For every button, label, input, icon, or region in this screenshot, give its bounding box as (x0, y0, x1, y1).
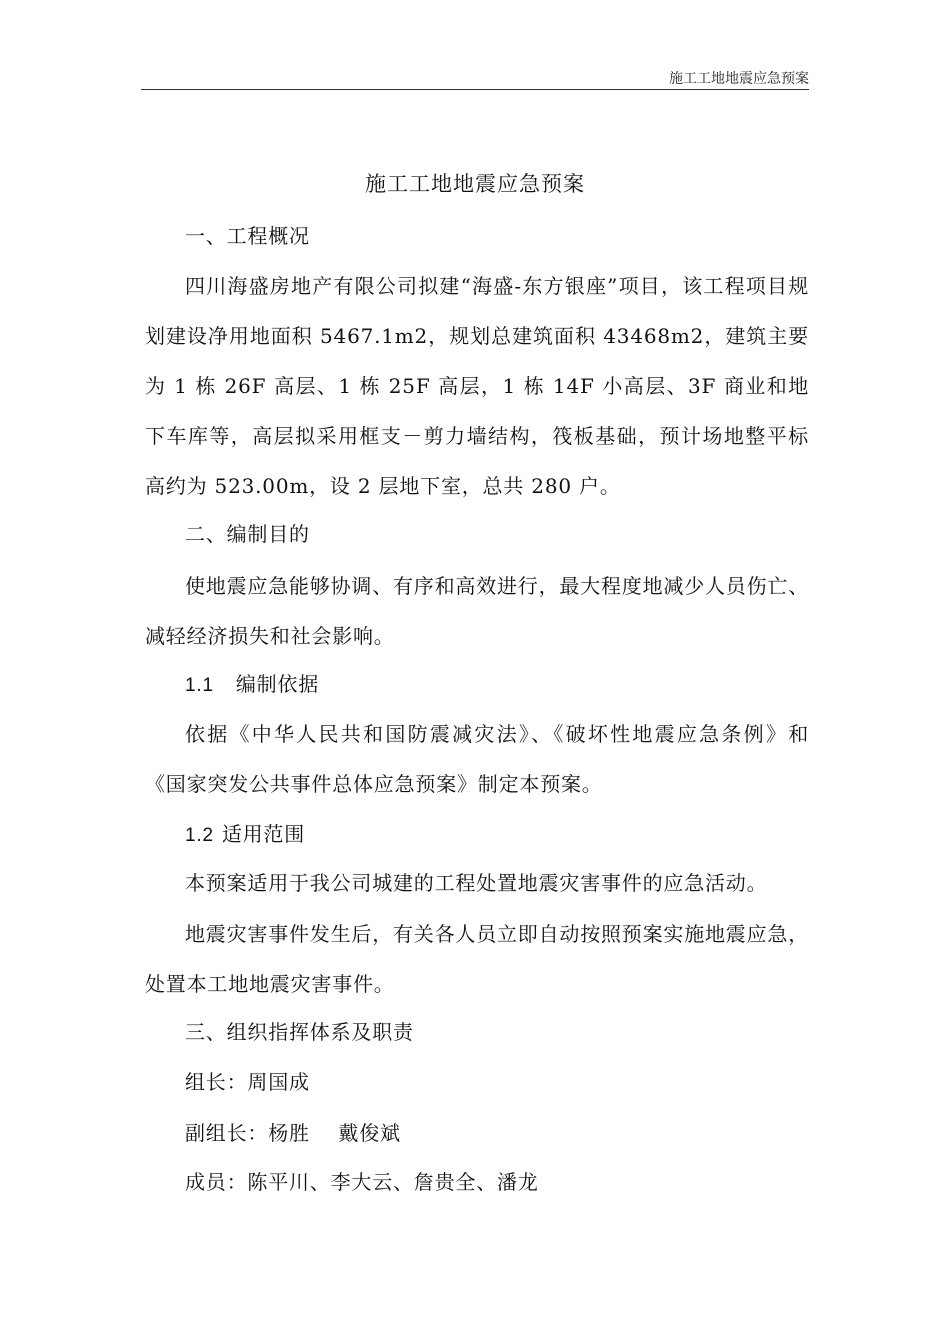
leader-label: 组长： (185, 1070, 248, 1094)
subsection-1-2-title: 适用范围 (221, 822, 306, 846)
members-label: 成员： (185, 1170, 248, 1194)
section-1-heading: 一、工程概况 (185, 224, 310, 248)
deputy-leader-names: 杨胜 戴俊斌 (268, 1121, 401, 1145)
subsection-1-2-body-2: 地震灾害事件发生后，有关各人员立即自动按照预案实施地震应急，处置本工地地震灾害事件。 (145, 922, 809, 996)
document-title: 施工工地地震应急预案 (365, 172, 585, 196)
subsection-1-2-body-1: 本预案适用于我公司城建的工程处置地震灾害事件的应急活动。 (185, 871, 768, 895)
members-names: 陈平川、李大云、詹贵全、潘龙 (247, 1170, 539, 1194)
header-divider (141, 89, 809, 90)
subsection-1-1-number: 1.1 (185, 675, 214, 696)
subsection-1-1-body: 依据《中华人民共和国防震减灾法》、《破坏性地震应急条例》和《国家突发公共事件总体应急预案》制定本预案。 (145, 722, 809, 796)
running-header-title: 施工工地地震应急预案 (669, 71, 809, 87)
leader-line (145, 1066, 809, 1098)
members-line (145, 1166, 809, 1198)
deputy-leader-line (145, 1117, 809, 1149)
section-2-heading: 二、编制目的 (185, 522, 310, 546)
section-3-heading: 三、组织指挥体系及职责 (185, 1020, 414, 1044)
subsection-1-1-heading (145, 668, 809, 702)
section-2-body: 使地震应急能够协调、有序和高效进行，最大程度地减少人员伤亡、减轻经济损失和社会影响。 (145, 574, 809, 648)
subsection-1-2-heading (145, 818, 809, 852)
deputy-leader-label: 副组长： (185, 1121, 269, 1145)
leader-name: 周国成 (247, 1070, 310, 1094)
subsection-1-1-title: 编制依据 (235, 672, 320, 696)
subsection-1-2-number: 1.2 (185, 825, 214, 846)
section-1-body: 四川海盛房地产有限公司拟建“海盛-东方银座”项目，该工程项目规划建设净用地面积 5467.1m2，规划总建筑面积 43468m2，建筑主要为 1 栋 26F 高层、1 栋 25F 高层，1 栋 14F 小高层、3F 商业和地下车库等，高层拟采用框支－剪力墙结构，筏板基础，预计场地整平标高约为 523.00m，设 2 层地下室，总共 280 户。 (145, 274, 809, 498)
